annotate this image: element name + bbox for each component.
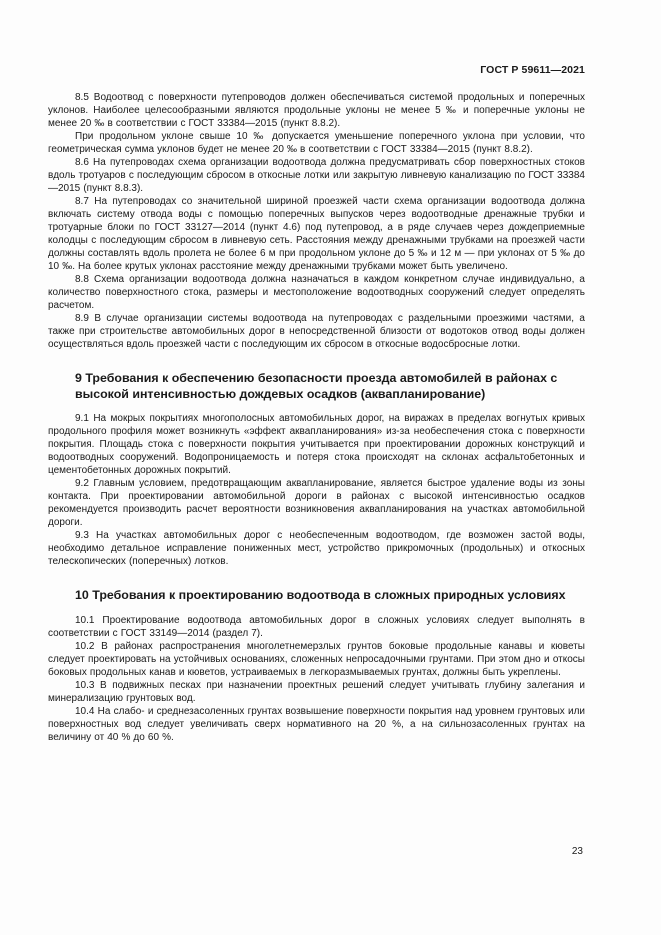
paragraph-8-7: 8.7 На путепроводах со значительной шириной проезжей части схема организации водоотвода должна включать систему отвода воды с помощью поперечных выпусков через водоотводные дренажные трубки и тротуарные блоки по ГОСТ 33127—2014 (пункт 4.6) под путепровод, а в ряде случаев через дождеприемные колодцы с последующим сбросом в ливневую сеть. Расстояния между дренажными трубками на проезжей части должны составлять вдоль пролета не более 6 м при продольном уклоне до 5 ‰ и 12 м — при уклонах от 5 ‰ до 10 ‰. На более крутых уклонах расстояние между дренажными трубками может быть увеличено.: [48, 196, 585, 272]
paragraph-8-9: 8.9 В случае организации системы водоотвода на путепроводах с раздельными проезжими частями, а также при строительстве автомобильных дорог в непосредственной близости от водотоков отвод воды должен осуществляться вдоль проезжей части с последующим их сбросом в откосные водосбросные лотки.: [48, 313, 585, 350]
paragraph-10-4: 10.4 На слабо- и среднезасоленных грунтах возвышение поверхности покрытия над уровнем грунтовых или поверхностных вод следует увеличивать сверх нормативного на 20 %, а на сильнозасоленных грунтах на величину от 40 % до 60 %.: [48, 705, 585, 743]
document-body: [48, 91, 585, 744]
page-number: 23: [571, 846, 583, 857]
paragraph-8-8: 8.8 Схема организации водоотвода должна назначаться в каждом конкретном случае индивидуально, а количество поверхностного стока, размеры и местоположение водоотводных сооружений следует определять расчетом.: [48, 274, 585, 311]
paragraph-8-6: 8.6 На путепроводах схема организации водоотвода должна предусматривать сбор поверхностных стоков вдоль тротуаров с последующим сбросом в откосные лотки или закрытую ливневую канализацию по ГОСТ 33384—2015 (пункт 8.8.3).: [48, 157, 585, 194]
section-9-heading: 9 Требования к обеспечению безопасности проезда автомобилей в районах с высокой интенсивностью дождевых осадков (аквапланирование): [75, 371, 558, 401]
paragraph-9-1: 9.1 На мокрых покрытиях многополосных автомобильных дорог, на виражах в пределах вогнутых кривых продольного профиля может возникнуть «эффект аквапланирования» из-за необеспечения стока с поверхности покрытия. Площадь стока с поверхности покрытия учитывается при проектировании дорожных конструкций и водоотводных сооружений. Водопроницаемость и потеря стока происходят на склонах асфальтобетонных и цементобетонных дорожных покрытий.: [48, 413, 585, 476]
paragraph-8-5-cont: При продольном уклоне свыше 10 ‰ допускается уменьшение поперечного уклона при условии, что геометрическая сумма уклонов будет не менее 20 ‰ в соответствии с ГОСТ 33384—2015 (пункт 8.8.2).: [48, 131, 585, 155]
paragraph-10-1: 10.1 Проектирование водоотвода автомобильных дорог в сложных условиях следует выполнять в соответствии с ГОСТ 33149—2014 (раздел 7).: [48, 614, 585, 639]
paragraph-10-3: 10.3 В подвижных песках при назначении проектных решений следует учитывать глубину залегания и минерализацию грунтовых вод.: [48, 679, 585, 704]
standard-header: ГОСТ Р 59611—2021: [480, 64, 585, 76]
paragraph-10-2: 10.2 В районах распространения многолетнемерзлых грунтов боковые продольные канавы и кюветы следует проектировать на устойчивых основаниях, сложенных непросадочными грунтами. При этом дно и откосы боковых продольных канав и кюветов, устраиваемых в легкоразмываемых грунтах, должны быть укреплены.: [48, 640, 585, 678]
paragraph-9-3: 9.3 На участках автомобильных дорог с необеспеченным водоотводом, где возможен застой воды, необходимо детальное исправление пониженных мест, устройство прикромочных (продольных) и откосных телескопических (поперечных) лотков.: [48, 530, 585, 567]
paragraph-8-5: 8.5 Водоотвод с поверхности путепроводов должен обеспечиваться системой продольных и поперечных уклонов. Наиболее целесообразными являются продольные уклоны не менее 5 ‰ и поперечные уклоны не менее 20 ‰ в соответствии с ГОСТ 33384—2015 (пункт 8.8.2).: [48, 92, 585, 129]
paragraph-9-2: 9.2 Главным условием, предотвращающим аквапланирование, является быстрое удаление воды из зоны контакта. При проектировании автомобильной дороги в районах с высокой интенсивностью осадков рекомендуется производить расчет вероятности возникновения аквапланирования на участках автомобильной дороги.: [48, 478, 585, 528]
section-10-heading: 10 Требования к проектированию водоотвода в сложных природных условиях: [75, 588, 566, 602]
